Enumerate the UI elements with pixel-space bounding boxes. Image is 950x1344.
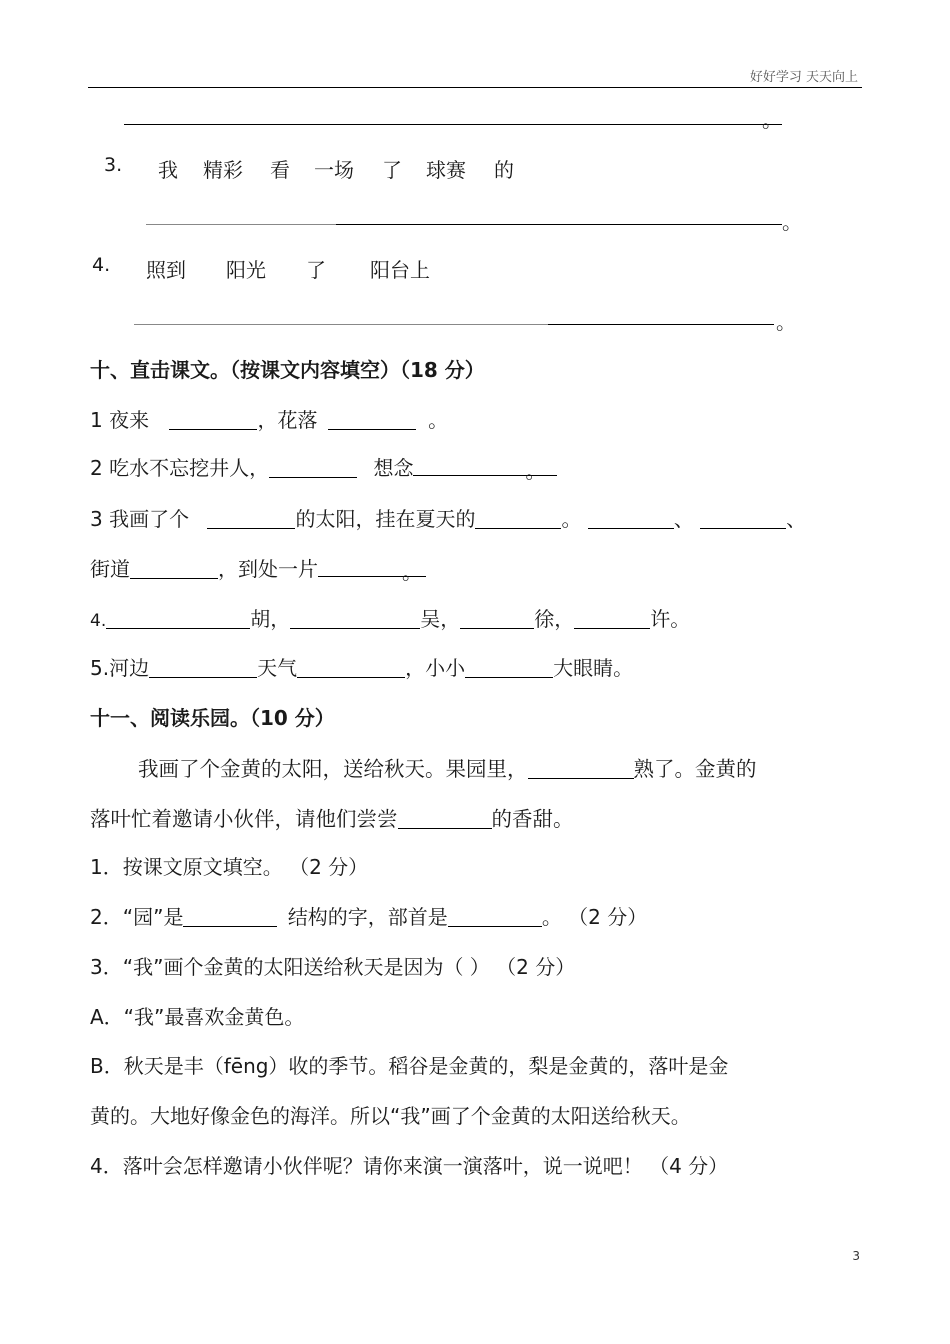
blank[interactable]	[169, 409, 257, 430]
blank[interactable]	[528, 758, 634, 780]
word-chip: 球赛	[426, 158, 466, 182]
word-chip: 了	[382, 158, 402, 182]
word-chip: 阳光	[226, 258, 266, 282]
word-chip: 看	[270, 158, 290, 182]
reading-question-4: 4．落叶会怎样邀请小伙伴呢？请你来演一演落叶，说一说吧！ （4 分）	[90, 1154, 729, 1178]
option-a: A．“我”最喜欢金黄色。	[90, 1005, 305, 1029]
blank[interactable]	[297, 657, 405, 678]
header-motto: 好好学习 天天向上	[749, 70, 858, 85]
blank[interactable]	[269, 457, 357, 478]
blank[interactable]	[574, 608, 650, 629]
blank[interactable]	[460, 608, 534, 629]
fill-item-1: 1 夜来 ，花落 。	[90, 408, 449, 432]
word-chip: 一场	[314, 158, 354, 182]
fill-item-3-cont: 街道 ，到处一片 。	[90, 553, 426, 582]
reading-question-2: 2．“园”是 结构的字，部首是 。 （2 分）	[90, 905, 648, 929]
header-rule	[88, 87, 862, 88]
reading-question-3: 3．“我”画个金黄的太阳送给秋天是因为（ ） （2 分）	[90, 955, 576, 979]
option-b-line-2: 黄的。大地好像金色的海洋。所以“我”画了个金黄的太阳送给秋天。	[90, 1104, 691, 1128]
blank[interactable]	[328, 409, 416, 430]
word-chip: 阳台上	[370, 258, 430, 282]
blank[interactable]	[475, 508, 561, 529]
fill-item-2: 2 吃水不忘挖井人， 想念 。	[90, 452, 557, 481]
answer-line-4-end: 。	[776, 310, 796, 334]
word-chip: 的	[494, 158, 514, 182]
blank[interactable]	[207, 508, 295, 529]
word-chip: 照到	[146, 258, 186, 282]
option-b-line-1: B．秋天是丰（fēng）收的季节。稻谷是金黄的，梨是金黄的，落叶是金	[90, 1054, 729, 1078]
blank[interactable]	[700, 508, 786, 529]
reading-question-1: 1．按课文原文填空。 （2 分）	[90, 855, 369, 879]
blank[interactable]	[465, 657, 553, 678]
blank[interactable]: 。	[318, 556, 426, 577]
word-chip: 我	[158, 158, 178, 182]
fill-item-4: 4. 胡， 吴， 徐， 许。	[90, 607, 691, 631]
fill-item-5: 5.河边 天气 ，小小 大眼睛。	[90, 656, 634, 680]
blank[interactable]	[448, 906, 542, 927]
question-number: 4.	[92, 254, 111, 276]
blank[interactable]	[398, 808, 492, 830]
blank[interactable]	[106, 608, 250, 629]
section-11-title: 十一、阅读乐园。（10 分）	[90, 706, 335, 730]
answer-line-3-end: 。	[782, 210, 802, 234]
answer-line-3a[interactable]	[146, 224, 336, 225]
blank[interactable]	[290, 608, 420, 629]
answer-line-4a[interactable]	[134, 324, 548, 325]
fill-item-3: 3 我画了个 的太阳，挂在夏天的 。 、 、	[90, 507, 807, 531]
answer-line-2[interactable]	[124, 124, 782, 125]
word-chip: 精彩	[203, 158, 243, 182]
page-number: 3	[852, 1249, 860, 1263]
blank[interactable]	[183, 906, 277, 927]
word-chip: 了	[306, 258, 326, 282]
question-number: 3.	[104, 154, 123, 176]
passage-line-1: 我画了个金黄的太阳，送给秋天。果园里， 熟了。金黄的	[138, 757, 757, 781]
section-10-title: 十、直击课文。（按课文内容填空）（18 分）	[90, 358, 485, 382]
blank[interactable]	[149, 657, 257, 678]
answer-line-3b[interactable]	[336, 224, 782, 225]
answer-line-4b[interactable]	[548, 324, 774, 325]
passage-line-2: 落叶忙着邀请小伙伴，请他们尝尝 的香甜。	[90, 807, 574, 831]
blank[interactable]	[130, 558, 218, 579]
blank[interactable]	[588, 508, 674, 529]
blank[interactable]: 。	[413, 455, 557, 476]
answer-line-2-end: 。	[762, 108, 782, 132]
